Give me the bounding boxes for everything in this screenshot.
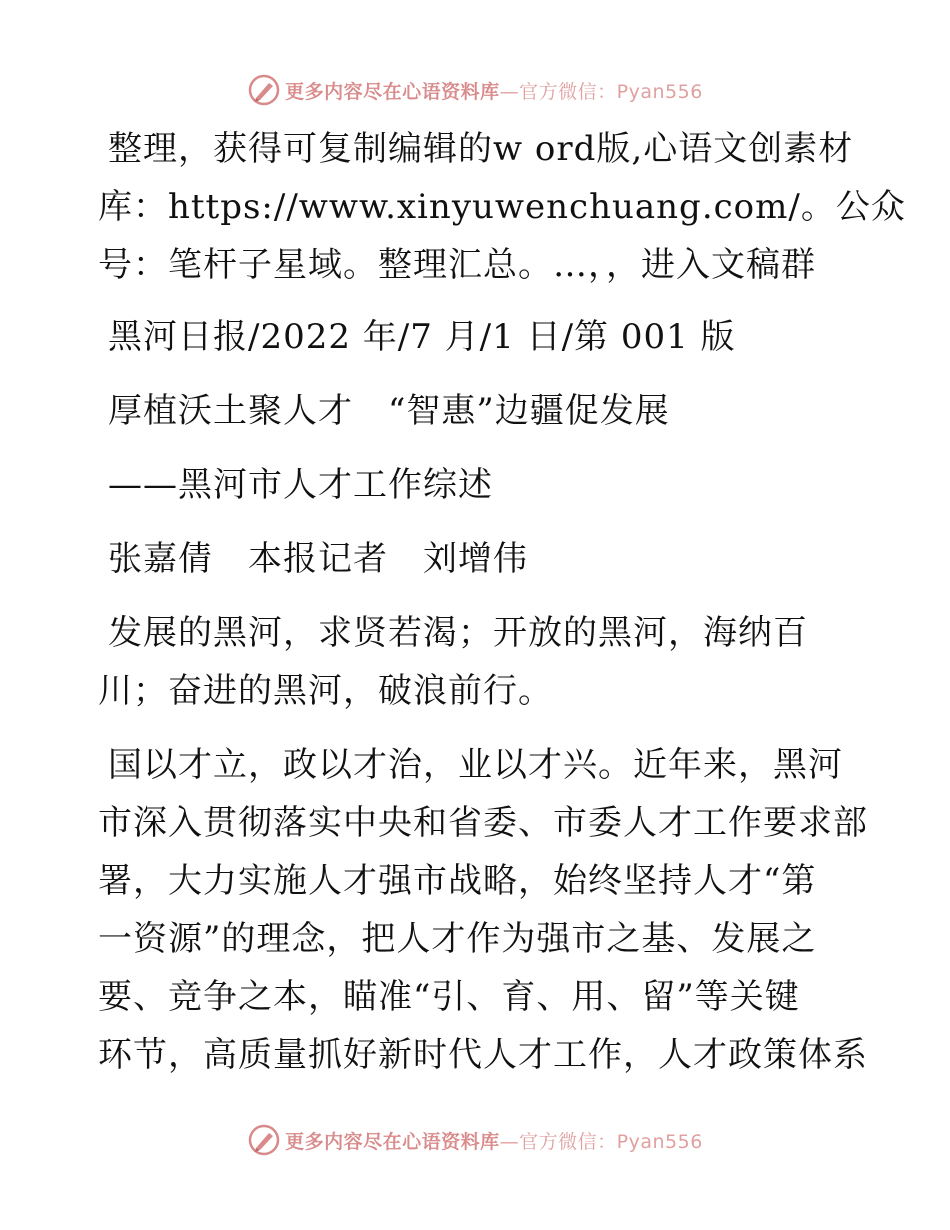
paragraph-2-line-6: 环节，高质量抓好新时代人才工作，人才政策体系 (98, 1035, 868, 1075)
header-watermark-banner (0, 70, 950, 110)
article-source: 黑河日报/2022 年/7 月/1 日/第 001 版 (108, 317, 736, 357)
pen-logo-icon (247, 1123, 281, 1157)
paragraph-2-line-1: 国以才立，政以才治，业以才兴。近年来，黑河 (108, 745, 843, 785)
paragraph-2-line-5: 要、竞争之本，瞄准“引、育、用、留”等关键 (98, 977, 800, 1017)
paragraph-2-line-2: 市深入贯彻落实中央和省委、市委人才工作要求部 (98, 803, 868, 843)
paragraph-2-line-4: 一资源”的理念，把人才作为强市之基、发展之 (98, 919, 817, 959)
paragraph-1-line-2: 川；奋进的黑河，破浪前行。 (98, 671, 553, 711)
footer-watermark-banner (0, 1120, 950, 1160)
article-title: 厚植沃土聚人才 “智惠”边疆促发展 (108, 391, 670, 431)
paragraph-1-line-1: 发展的黑河，求贤若渴；开放的黑河，海纳百 (108, 613, 808, 653)
paragraph-2-line-3: 署，大力实施人才强市战略，始终坚持人才“第 (98, 861, 817, 901)
article-authors: 张嘉倩 本报记者 刘增伟 (108, 539, 528, 579)
article-subtitle: ——黑河市人才工作综述 (108, 465, 493, 505)
intro-line-1: 整理，获得可复制编辑的w ord版,心语文创素材 (108, 129, 854, 169)
pen-logo-icon (247, 73, 281, 107)
header-banner-text: 更多内容尽在心语资料库—官方微信：Pyan556 (285, 80, 703, 103)
intro-line-2: 库：https://www.xinyuwenchuang.com/。公众 (98, 187, 906, 227)
footer-banner-text: 更多内容尽在心语资料库—官方微信：Pyan556 (285, 1130, 703, 1153)
intro-line-3: 号：笔杆子星域。整理汇总。…，，进入文稿群 (98, 245, 816, 285)
